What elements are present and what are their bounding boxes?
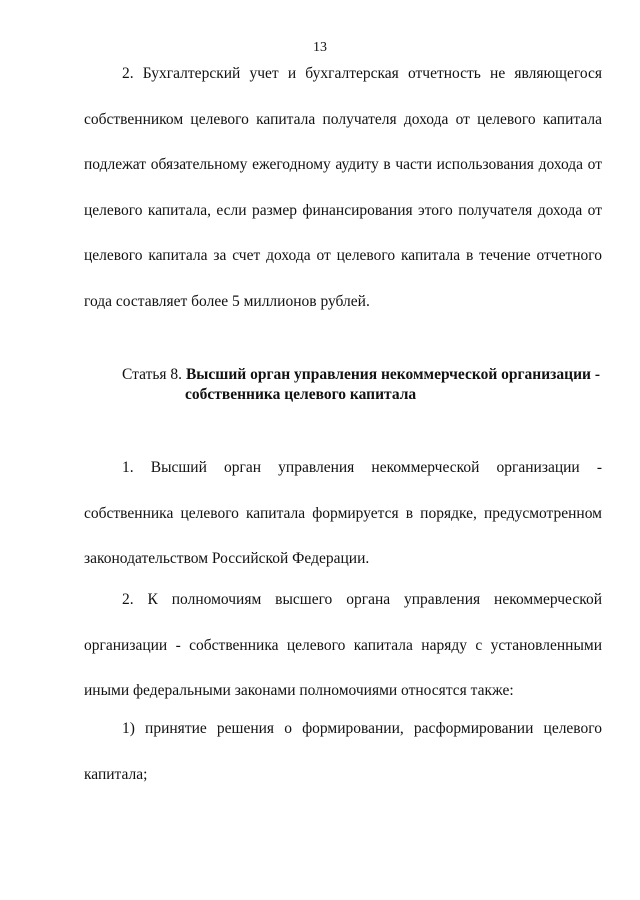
article-heading-line-1: [122, 365, 602, 385]
paragraph-supreme-body-powers: 2. К полномочиям высшего органа управления некоммерческой организации - собственника целевого капитала наряду с установленными иными федеральными законами полномочиями относятся также:: [84, 591, 602, 699]
list-item-capital-decision: 1) принятие решения о формировании, расформировании целевого капитала;: [84, 720, 602, 783]
article-title-part-2: собственника целевого капитала: [185, 386, 417, 403]
article-title-part-1: Высший орган управления некоммерческой организации -: [185, 366, 600, 383]
page-number: 13: [313, 40, 327, 55]
paragraph-audit-requirement: 2. Бухгалтерский учет и бухгалтерская отчетность не являющегося собственником целевого капитала получателя дохода от целевого капитала подлежат обязательному ежегодному аудиту в части использования дохода от целевого капитала, если размер финансирования этого получателя дохода от целевого капитала за счет дохода от целевого капитала в течение отчетного года составляет более 5 миллионов рублей.: [84, 65, 602, 310]
article-heading: [122, 365, 602, 405]
article-number: Статья 8.: [122, 366, 183, 383]
paragraph-supreme-body-formation: 1. Высший орган управления некоммерческой организации - собственника целевого капитала формируется в порядке, предусмотренном законодательством Российской Федерации.: [84, 459, 602, 567]
